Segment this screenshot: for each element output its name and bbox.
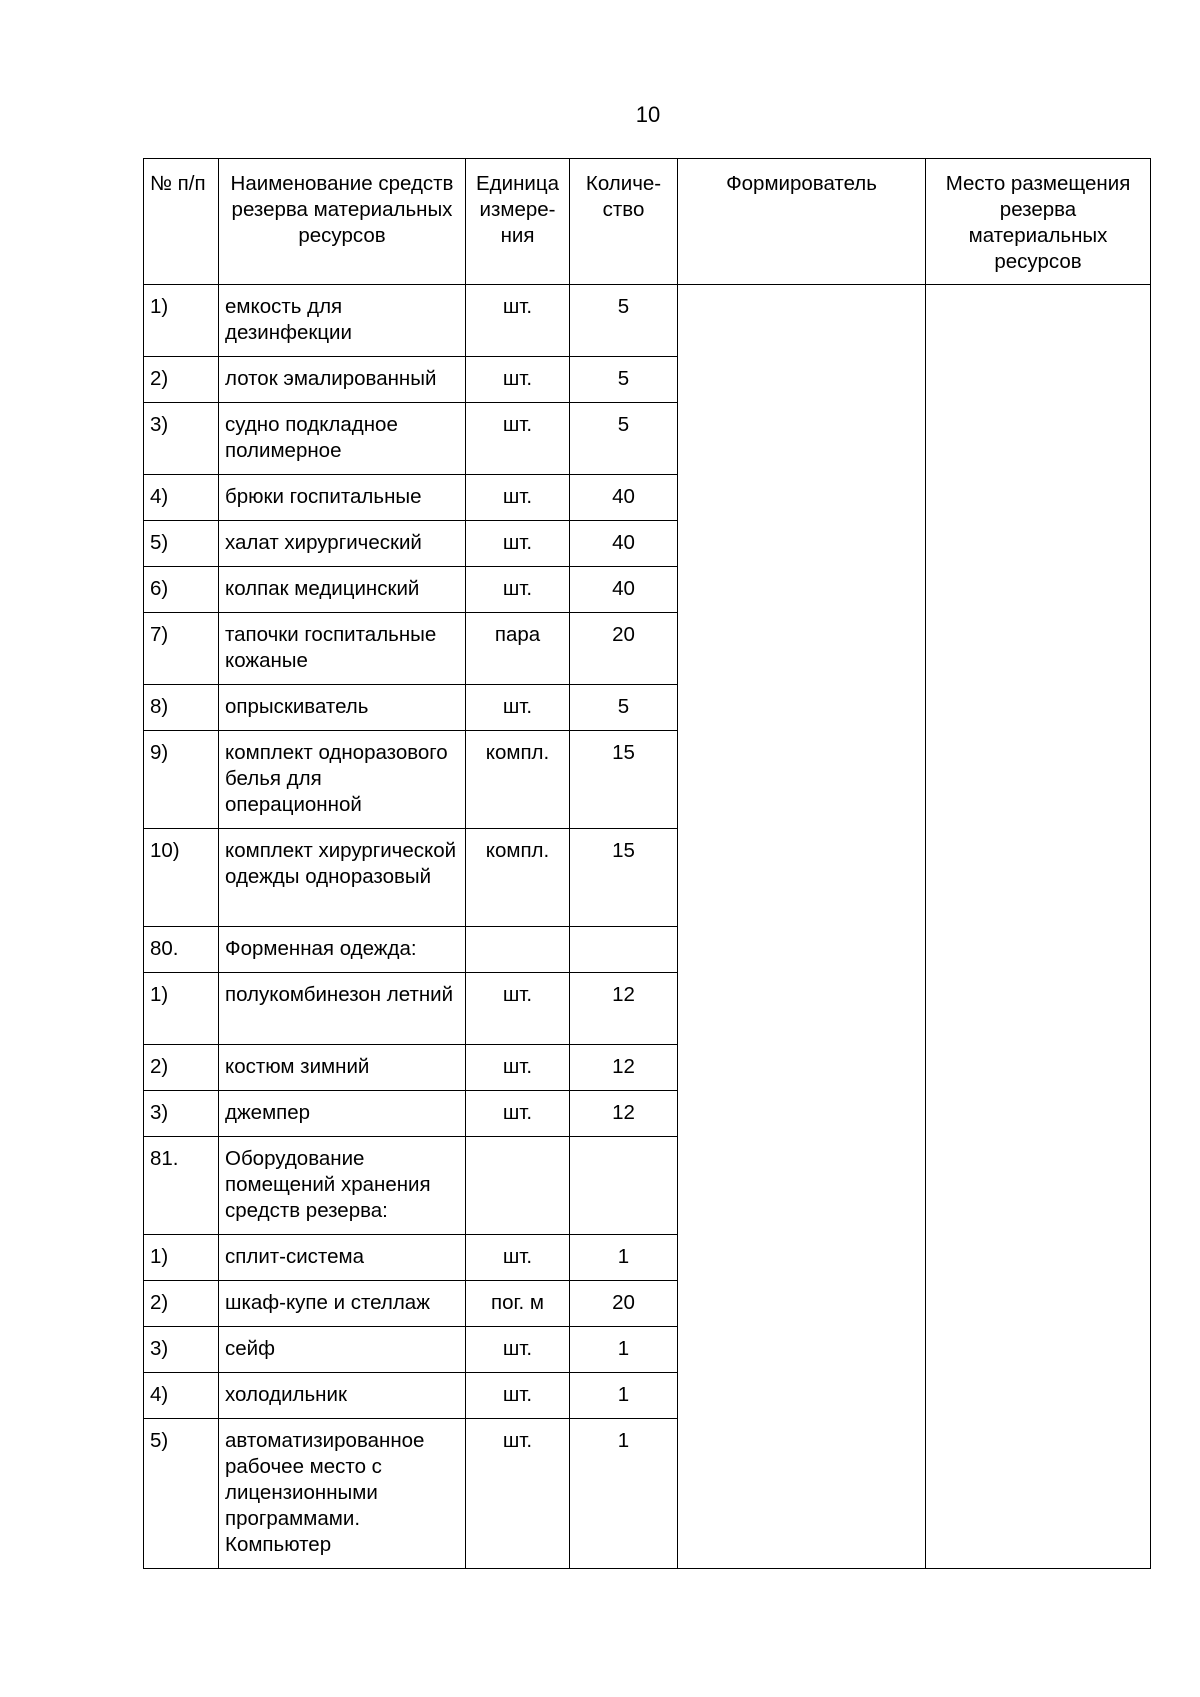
row-name: холодильник: [219, 1373, 466, 1419]
table-header-row: [144, 159, 1151, 285]
row-unit: шт.: [466, 1235, 570, 1281]
row-qty: [570, 927, 678, 973]
row-qty: 5: [570, 403, 678, 475]
row-unit: шт.: [466, 1327, 570, 1373]
row-qty: 1: [570, 1235, 678, 1281]
row-qty: 12: [570, 1045, 678, 1091]
row-name: комплект одноразового белья для операционной: [219, 731, 466, 829]
row-qty: 20: [570, 613, 678, 685]
row-name: опрыскиватель: [219, 685, 466, 731]
row-unit: шт.: [466, 521, 570, 567]
row-name: полукомбинезон летний: [219, 973, 466, 1045]
row-unit: шт.: [466, 567, 570, 613]
reserve-table: [143, 158, 1151, 1569]
row-name: емкость для дезинфекции: [219, 285, 466, 357]
row-qty: 20: [570, 1281, 678, 1327]
header-qty: Количе-ство: [570, 159, 678, 285]
row-unit: шт.: [466, 357, 570, 403]
row-name: лоток эмалированный: [219, 357, 466, 403]
row-qty: 1: [570, 1419, 678, 1569]
header-name: Наименование средств резерва материальных ресурсов: [219, 159, 466, 285]
row-qty: 5: [570, 285, 678, 357]
row-unit: шт.: [466, 1419, 570, 1569]
row-num: 6): [144, 567, 219, 613]
row-unit: шт.: [466, 973, 570, 1045]
row-qty: 15: [570, 731, 678, 829]
row-unit: компл.: [466, 731, 570, 829]
row-num: 3): [144, 403, 219, 475]
row-num: 80.: [144, 927, 219, 973]
row-name: халат хирургический: [219, 521, 466, 567]
row-name: автоматизированное рабочее место с лицензионными программами. Компьютер: [219, 1419, 466, 1569]
row-num: 7): [144, 613, 219, 685]
row-num: 1): [144, 285, 219, 357]
row-qty: 40: [570, 567, 678, 613]
row-qty: 12: [570, 973, 678, 1045]
row-unit: шт.: [466, 1091, 570, 1137]
row-num: 3): [144, 1091, 219, 1137]
row-num: 2): [144, 357, 219, 403]
row-num: 5): [144, 1419, 219, 1569]
row-unit: шт.: [466, 1045, 570, 1091]
row-num: 8): [144, 685, 219, 731]
row-name: сейф: [219, 1327, 466, 1373]
row-num: 1): [144, 1235, 219, 1281]
row-num: 1): [144, 973, 219, 1045]
row-num: 2): [144, 1045, 219, 1091]
row-unit: пара: [466, 613, 570, 685]
row-qty: 5: [570, 357, 678, 403]
row-num: 3): [144, 1327, 219, 1373]
row-name: Оборудование помещений хранения средств резерва:: [219, 1137, 466, 1235]
row-name: шкаф-купе и стеллаж: [219, 1281, 466, 1327]
row-name: тапочки госпитальные кожаные: [219, 613, 466, 685]
row-unit: шт.: [466, 1373, 570, 1419]
row-qty: 40: [570, 475, 678, 521]
header-unit: Единица измере-ния: [466, 159, 570, 285]
row-unit: шт.: [466, 475, 570, 521]
row-name: судно подкладное полимерное: [219, 403, 466, 475]
row-num: 81.: [144, 1137, 219, 1235]
row-unit: шт.: [466, 403, 570, 475]
row-unit: шт.: [466, 285, 570, 357]
header-num: № п/п: [144, 159, 219, 285]
row-num: 4): [144, 1373, 219, 1419]
header-former: Формирователь: [678, 159, 926, 285]
row-unit: компл.: [466, 829, 570, 927]
row-unit: [466, 1137, 570, 1235]
row-num: 10): [144, 829, 219, 927]
row-qty: [570, 1137, 678, 1235]
row-name: колпак медицинский: [219, 567, 466, 613]
row-num: 5): [144, 521, 219, 567]
row-qty: 1: [570, 1327, 678, 1373]
row-unit: шт.: [466, 685, 570, 731]
row-name: комплект хирургической одежды одноразовый: [219, 829, 466, 927]
row-unit: пог. м: [466, 1281, 570, 1327]
header-place: Место размещения резерва материальных ресурсов: [926, 159, 1151, 285]
row-num: 4): [144, 475, 219, 521]
table-row: [144, 285, 1151, 357]
row-qty: 12: [570, 1091, 678, 1137]
row-qty: 15: [570, 829, 678, 927]
row-name: костюм зимний: [219, 1045, 466, 1091]
row-name: брюки госпитальные: [219, 475, 466, 521]
row-num: 9): [144, 731, 219, 829]
row-qty: 5: [570, 685, 678, 731]
row-name: джемпер: [219, 1091, 466, 1137]
place-cell: [926, 285, 1151, 1569]
row-qty: 40: [570, 521, 678, 567]
row-name: сплит-система: [219, 1235, 466, 1281]
page-number: 10: [635, 102, 661, 127]
row-qty: 1: [570, 1373, 678, 1419]
row-unit: [466, 927, 570, 973]
row-name: Форменная одежда:: [219, 927, 466, 973]
former-cell: [678, 285, 926, 1569]
row-num: 2): [144, 1281, 219, 1327]
